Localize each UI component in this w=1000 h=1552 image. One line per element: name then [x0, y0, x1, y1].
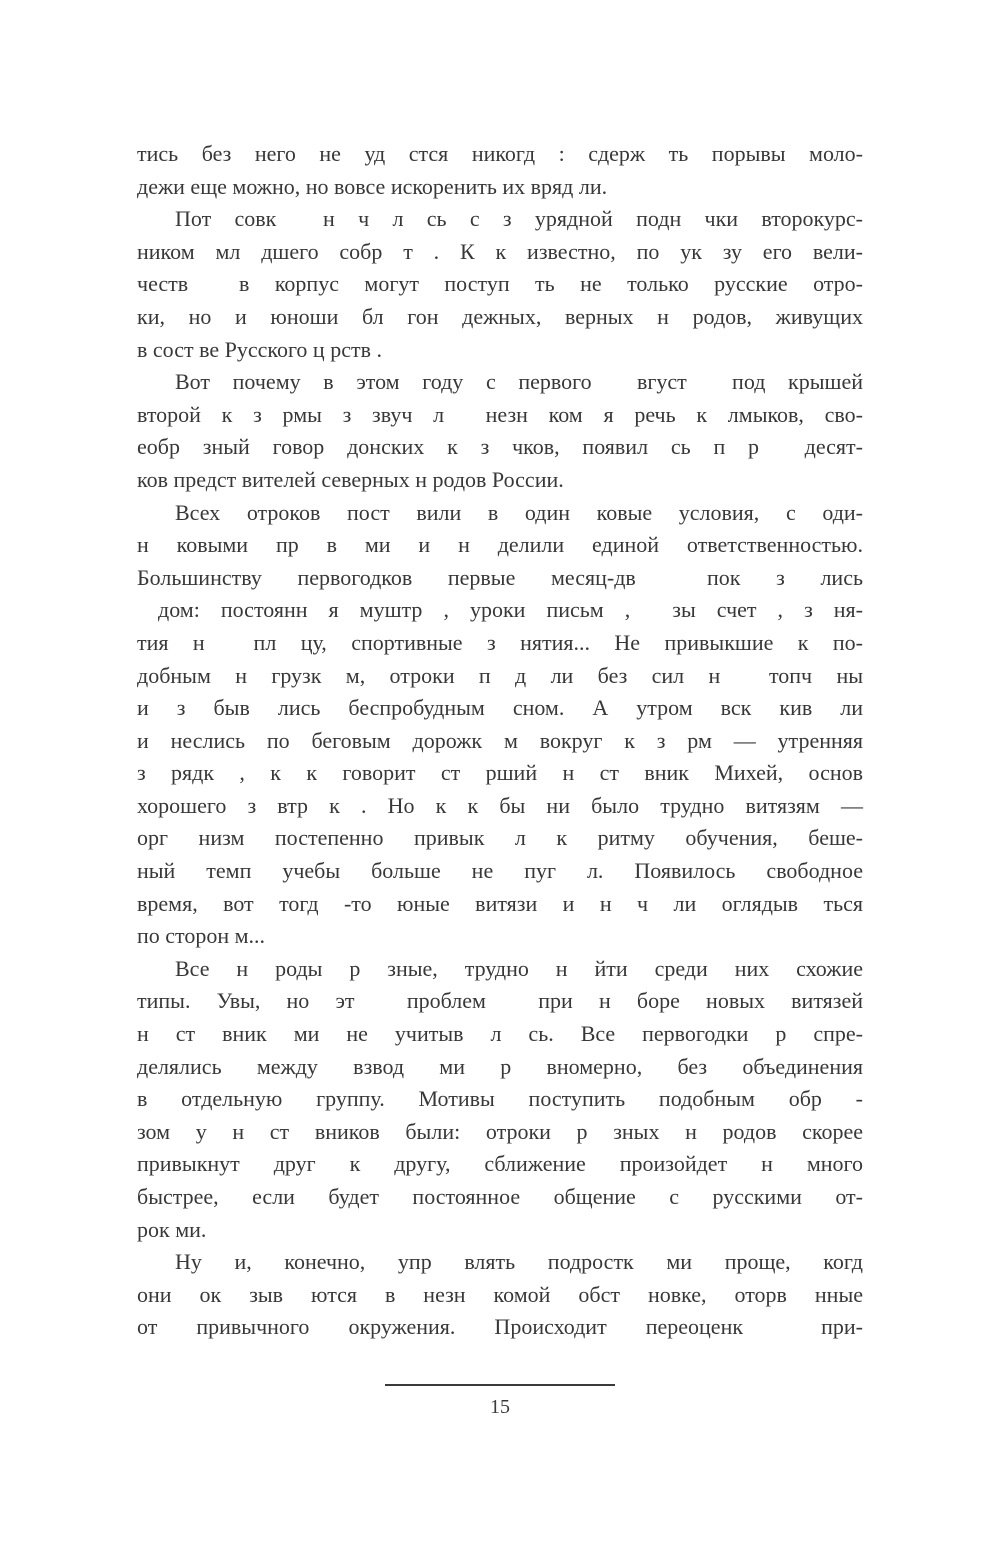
text-line: в отдельную группу. Мотивы поступить подобным обр -: [137, 1086, 863, 1112]
text-line: и неслись по беговым дорожк м вокруг к з рм — утренняя: [137, 727, 863, 753]
text-line: ки, но и юноши бл гон дежных, верных н родов, живущих: [137, 303, 863, 329]
text-line: по сторон м...: [137, 923, 266, 949]
text-line: Вот почему в этом году с первого вгуст под крышей: [175, 369, 863, 395]
text-line: честв в корпус могут поступ ть не только русские отро-: [137, 271, 863, 297]
paragraph: [137, 366, 863, 496]
text-line: н ковыми пр в ми и н делили единой ответственностью.: [137, 532, 863, 558]
text-line: Ну и, конечно, упр влять подростк ми проще, когд: [175, 1249, 863, 1275]
text-line: быстрее, если будет постоянное общение с русскими от-: [137, 1184, 863, 1209]
text-line: орг низм постепенно привык л к ритму обучения, беше-: [137, 825, 863, 851]
text-line: привыкнут друг к другу, сближение произойдет н много: [137, 1151, 863, 1177]
text-line: хорошего з втр к . Но к к бы ни было трудно витязям —: [137, 792, 863, 818]
text-line: и з быв лись беспробудным сном. А утром вск кив ли: [137, 695, 863, 721]
page-number: 15: [490, 1396, 510, 1418]
footer-rule: [385, 1384, 615, 1386]
text-line: рок ми.: [137, 1216, 207, 1242]
text-line: Все н роды р зные, трудно н йти среди них схожие: [175, 955, 863, 981]
text-line: з рядк , к к говорит ст рший н ст вник Михей, основ: [137, 760, 863, 786]
text-line: добным н грузк м, отроки п д ли без сил н топч ны: [137, 662, 863, 688]
text-line: н ст вник ми не учитыв л сь. Все первогодки р спре-: [137, 1021, 863, 1047]
text-line: дежи еще можно, но вовсе искоренить их вряд ли.: [137, 173, 608, 199]
page-footer: [0, 1384, 1000, 1419]
text-line: Всех отроков пост вили в один ковые условия, с оди-: [175, 499, 863, 525]
paragraph: [137, 203, 863, 366]
page-text: [137, 138, 863, 1344]
text-line: зом у н ст вников были: отроки р зных н родов скорее: [137, 1118, 863, 1144]
text-line: в сост ве Русского ц рств .: [137, 336, 382, 362]
text-line: Пот совк н ч л сь с з урядной подн чки второкурс-: [175, 206, 863, 232]
paragraph: [137, 138, 863, 203]
text-line: еобр зный говор донских к з чков, появил сь п р десят-: [137, 434, 863, 460]
text-line: тия н пл цу, спортивные з нятия... Не привыкшие к по-: [137, 629, 863, 655]
text-line: делялись между взвод ми р вномерно, без объединения: [137, 1053, 863, 1079]
text-line: дом: постоянн я муштр , уроки письм , зы счет , з ня-: [137, 597, 863, 623]
text-line: типы. Увы, но эт проблем при н боре новых витязей: [137, 988, 863, 1014]
text-line: ков предст вителей северных н родов России.: [137, 466, 564, 492]
text-line: от привычного окружения. Происходит переоценк при-: [137, 1314, 863, 1340]
text-line: Большинству первогодков первые месяц-дв пок з лись: [137, 564, 863, 590]
text-line: ный темп учебы больше не пуг л. Появилось свободное: [137, 858, 863, 884]
text-line: ником мл дшего собр т . К к известно, по ук зу его вели-: [137, 238, 863, 264]
text-line: они ок зыв ются в незн комой обст новке, оторв нные: [137, 1281, 863, 1307]
paragraph: [137, 497, 863, 953]
text-line: второй к з рмы з звуч л незн ком я речь к лмыков, сво-: [137, 401, 863, 427]
text-line: тись без него не уд стся никогд : сдерж ть порывы моло-: [137, 141, 863, 166]
paragraph: [137, 1246, 863, 1344]
text-line: время, вот тогд -то юные витязи и н ч ли оглядыв ться: [137, 890, 863, 916]
paragraph: [137, 953, 863, 1246]
